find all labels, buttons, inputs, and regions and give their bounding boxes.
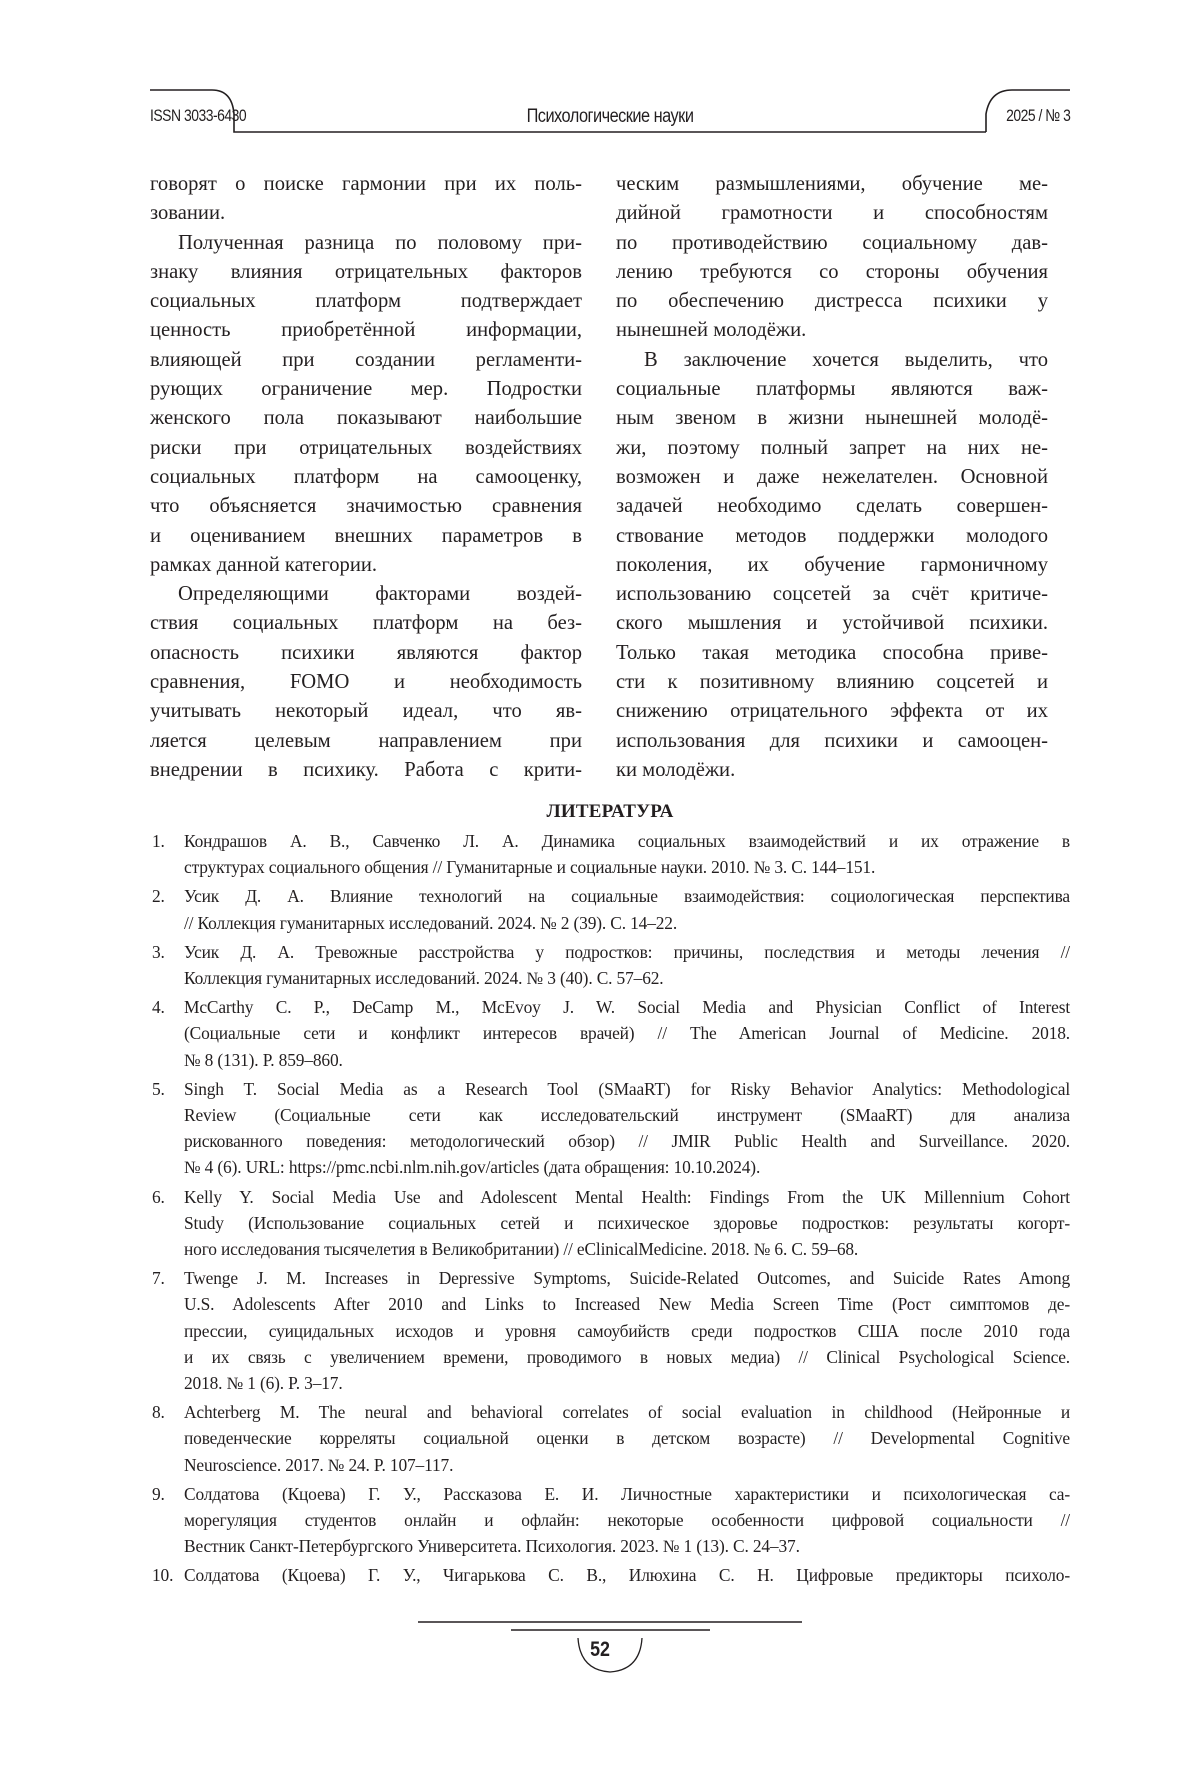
text-line: учитывать некоторый идеал, что яв- (150, 700, 582, 723)
references-heading: ЛИТЕРАТУРА (546, 801, 674, 822)
journal-title: Психологические науки (526, 106, 694, 127)
paragraph (616, 170, 1048, 346)
reference-line: Review (Социальные сети как исследовательский инструмент (SMaaRT) для анализа (184, 1105, 1070, 1126)
reference-line: рискованного поведения: методологический обзор) // JMIR Public Health and Surveillance. 2020. (184, 1131, 1070, 1152)
text-line: Полученная разница по половому при- (178, 231, 582, 254)
body-text (150, 170, 1068, 790)
text-line: лению требуются со стороны обучения (616, 260, 1048, 283)
text-line: сравнения, FOMO и необходимость (150, 671, 582, 694)
reference-line: // Коллекция гуманитарных исследований. 2024. № 2 (39). С. 14–22. (184, 912, 678, 933)
text-line: ствование методов поддержки молодого (616, 524, 1048, 547)
text-line: использованию соцсетей за счёт критиче- (616, 583, 1048, 606)
text-line: по противодействию социальному дав- (616, 231, 1048, 254)
text-line: риски при отрицательных воздействиях (150, 436, 582, 459)
running-header (150, 90, 1070, 140)
paragraph (616, 346, 1048, 785)
reference-line: Коллекция гуманитарных исследований. 2024. № 3 (40). С. 57–62. (184, 968, 664, 989)
reference-line: 2018. № 1 (6). P. 3–17. (184, 1373, 343, 1394)
right-column (616, 170, 1048, 785)
reference-number: 6. (152, 1186, 165, 1207)
text-line: В заключение хочется выделить, что (644, 348, 1048, 371)
text-line: нынешней молодёжи. (616, 319, 807, 342)
reference-number: 7. (152, 1268, 165, 1289)
text-line: женского пола показывают наибольшие (150, 407, 582, 430)
reference-line: (Социальные сети и конфликт интересов врачей) // The American Journal of Medicine. 2018. (184, 1023, 1070, 1044)
text-line: ценность приобретённой информации, (150, 319, 582, 342)
reference-text (184, 939, 1070, 991)
reference-line: U.S. Adolescents After 2010 and Links to Increased New Media Screen Time (Рост симптомов де- (184, 1294, 1070, 1315)
text-line: Только такая методика способна приве- (616, 641, 1048, 664)
paragraph (150, 170, 582, 229)
reference-text (184, 1184, 1070, 1263)
reference-text (184, 1265, 1070, 1396)
reference-item (150, 1076, 1070, 1181)
text-line: задачей необходимо сделать совершен- (616, 495, 1048, 518)
reference-line: Солдатова (Кцоева) Г. У., Рассказова Е. И. Личностные характеристики и психологическая са- (184, 1483, 1070, 1504)
text-line: рующих ограничение мер. Подростки (150, 378, 582, 401)
reference-line: Кондрашов А. В., Савченко Л. А. Динамика социальных взаимодействий и их отражение в (184, 831, 1070, 851)
reference-line: Вестник Санкт-Петербургского Университета. Психология. 2023. № 1 (13). С. 24–37. (184, 1536, 800, 1557)
text-line: жи, поэтому полный запрет на них не- (616, 436, 1048, 459)
text-line: ского мышления и устойчивой психики. (616, 612, 1048, 635)
text-line: снижению отрицательного эффекта от их (616, 700, 1048, 723)
paragraph (150, 580, 582, 785)
reference-item (150, 883, 1070, 935)
text-line: поколения, их обучение гармоничному (616, 553, 1048, 576)
reference-item (150, 1399, 1070, 1478)
reference-line: прессии, суицидальных исходов и уровня самоубийств среди подростков США после 2010 года (184, 1320, 1070, 1341)
issue-label: 2025 / № 3 (1005, 106, 1070, 125)
text-line: возможен и даже нежелателен. Основной (616, 465, 1048, 488)
reference-number: 8. (152, 1402, 165, 1423)
reference-line: поведенческие корреляты социальной оценки в детском возрасте) // Developmental Cognitive (184, 1428, 1070, 1449)
reference-number: 1. (152, 831, 165, 851)
reference-line: Singh T. Social Media as a Research Tool (SMaaRT) for Risky Behavior Analytics: Methodological (184, 1078, 1070, 1099)
left-column (150, 170, 582, 785)
reference-line: Twenge J. M. Increases in Depressive Symptoms, Suicide-Related Outcomes, and Suicide Rates Among (184, 1268, 1070, 1289)
reference-line: Achterberg M. The neural and behavioral correlates of social evaluation in childhood (Нейронные и (184, 1402, 1070, 1423)
reference-number: 10. (152, 1565, 174, 1586)
reference-text (184, 1399, 1070, 1478)
references-list (150, 828, 1070, 1589)
reference-line: Study (Использование социальных сетей и психическое здоровье подростков: результаты когорт- (184, 1212, 1070, 1233)
page-footer (0, 1610, 1200, 1690)
reference-text (184, 1076, 1070, 1181)
reference-text (184, 1481, 1070, 1560)
reference-number: 3. (152, 941, 165, 962)
reference-text (184, 1562, 1070, 1588)
text-line: социальные платформы являются важ- (616, 378, 1048, 401)
reference-line: Kelly Y. Social Media Use and Adolescent Mental Health: Findings From the UK Millennium Cohort (184, 1186, 1070, 1207)
reference-item (150, 1562, 1070, 1588)
text-line: по обеспечению дистресса психики у (616, 290, 1048, 313)
text-line: и оцениванием внешних параметров в (150, 524, 582, 547)
text-line: социальных платформ на самооценку, (150, 465, 582, 488)
text-line: зовании. (150, 202, 226, 225)
reference-line: McCarthy C. P., DeCamp M., McEvoy J. W. Social Media and Physician Conflict of Interest (184, 997, 1070, 1018)
issn-label: ISSN 3033-6430 (150, 106, 247, 125)
text-line: внедрении в психику. Работа с крити- (150, 758, 582, 781)
reference-number: 4. (152, 997, 165, 1018)
reference-line: № 8 (131). P. 859–860. (184, 1049, 343, 1070)
reference-item (150, 1265, 1070, 1396)
paragraph (150, 229, 582, 581)
reference-item (150, 1184, 1070, 1263)
text-line: говорят о поиске гармонии при их поль- (150, 173, 582, 195)
text-line: знаку влияния отрицательных факторов (150, 260, 582, 283)
references-section (150, 800, 1070, 1589)
reference-line: морегуляция студентов онлайн и офлайн: некоторые особенности цифровой социальности // (184, 1510, 1070, 1531)
reference-line: Усик Д. А. Тревожные расстройства у подростков: причины, последствия и методы лечения // (184, 941, 1070, 962)
text-line: что объясняется значимостью сравнения (150, 495, 582, 518)
page-number: 52 (590, 1638, 610, 1661)
text-line: опасность психики являются фактор (150, 641, 582, 664)
reference-line: Neuroscience. 2017. № 24. P. 107–117. (184, 1454, 454, 1475)
text-line: социальных платформ подтверждает (150, 290, 582, 313)
reference-line: структурах социального общения // Гуманитарные и социальные науки. 2010. № 3. С. 144–151. (184, 857, 876, 878)
reference-item (150, 939, 1070, 991)
reference-number: 9. (152, 1483, 165, 1504)
text-line: дийной грамотности и способностям (616, 202, 1048, 225)
reference-number: 5. (152, 1078, 165, 1099)
reference-text (184, 994, 1070, 1073)
reference-line: Солдатова (Кцоева) Г. У., Чигарькова С. В., Илюхина С. Н. Цифровые предикторы психоло- (184, 1565, 1070, 1586)
text-line: использования для психики и самооцен- (616, 729, 1048, 752)
text-line: Определяющими факторами воздей- (178, 583, 582, 606)
text-line: ки молодёжи. (616, 758, 736, 781)
text-line: ным звеном в жизни нынешней молодё- (616, 407, 1048, 430)
reference-line: Усик Д. А. Влияние технологий на социальные взаимодействия: социологическая перспектива (184, 886, 1070, 907)
reference-line: и их связь с увеличением времени, проводимого в новых медиа) // Clinical Psychological Science. (184, 1346, 1070, 1367)
text-line: сти к позитивному влиянию соцсетей и (616, 671, 1048, 694)
reference-line: ного исследования тысячелетия в Великобритании) // eClinicalMedicine. 2018. № 6. С. 59–68. (184, 1239, 859, 1260)
text-line: рамках данной категории. (150, 553, 378, 576)
reference-text (184, 828, 1070, 880)
text-line: ческим размышлениями, обучение ме- (616, 173, 1048, 195)
reference-number: 2. (152, 886, 165, 907)
text-line: ляется целевым направлением при (150, 729, 582, 752)
text-line: влияющей при создании регламенти- (150, 348, 582, 371)
reference-item (150, 994, 1070, 1073)
reference-item (150, 828, 1070, 880)
reference-line: № 4 (6). URL: https://pmc.ncbi.nlm.nih.gov/articles (дата обращения: 10.10.2024). (184, 1157, 761, 1178)
text-line: ствия социальных платформ на без- (150, 612, 582, 635)
reference-text (184, 883, 1070, 935)
reference-item (150, 1481, 1070, 1560)
